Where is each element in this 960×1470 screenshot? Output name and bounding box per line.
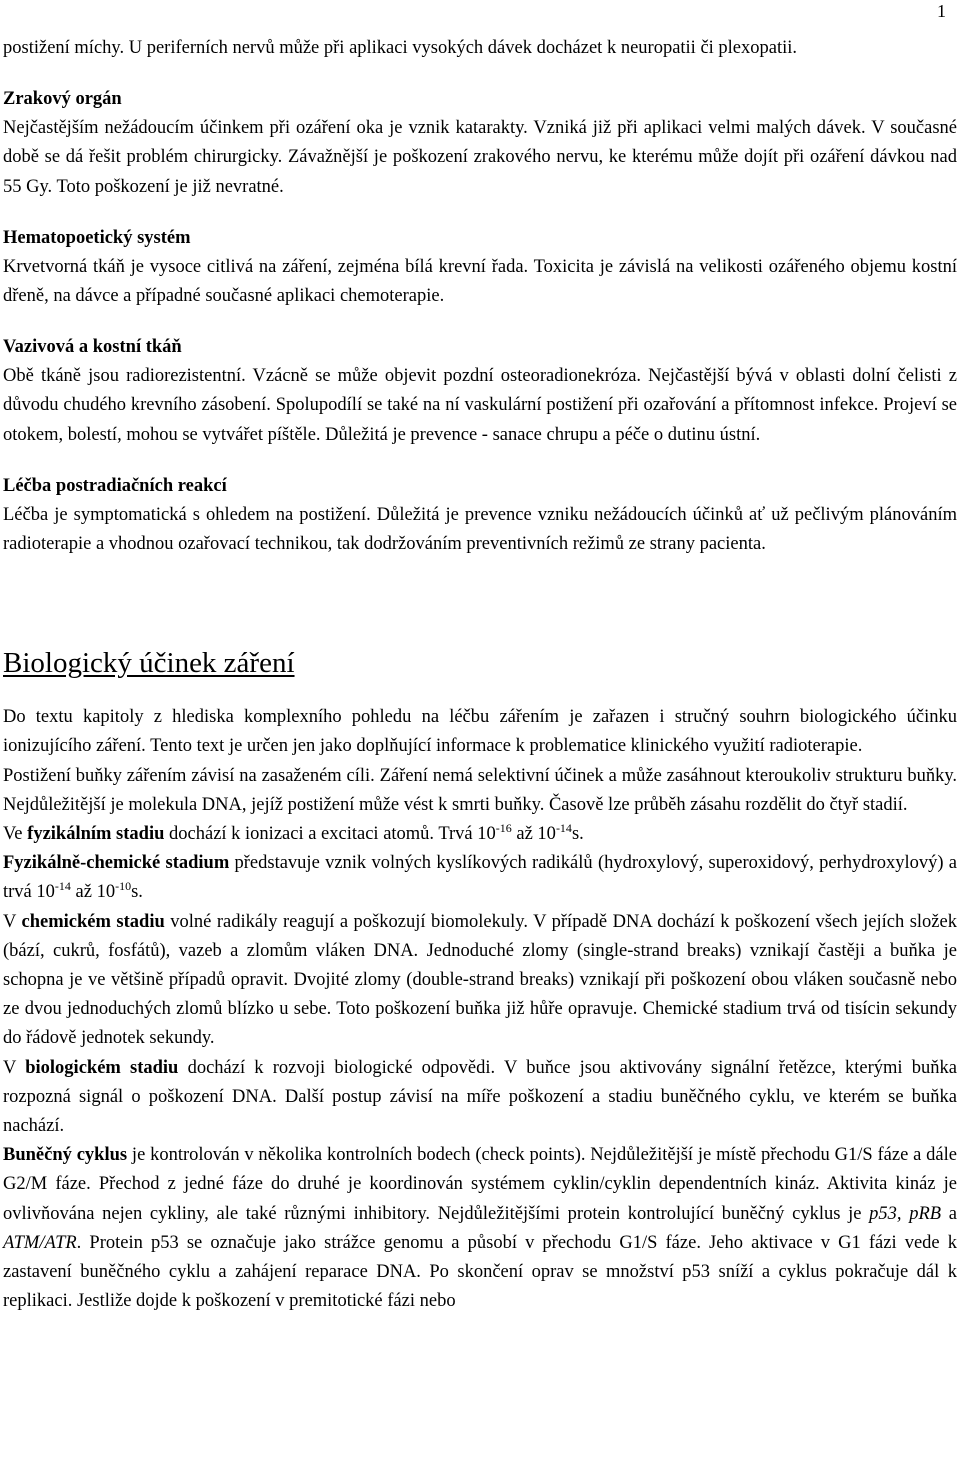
section-text: Nejčastějším nežádoucím účinkem při ozáření oka je vznik katarakty. Vzniká již při aplikaci velmi malých dávek. V současné době se dá řešit problém chirurgicky. Závažnější je poškození zrakového nervu, ke kterému může dojít při ozáření dávkou nad 55 Gy. Toto poškození je již nevratné. [3,118,957,197]
section-text: Léčba je symptomatická s ohledem na postižení. Důležitá je prevence vzniku nežádoucích účinků ať už pečlivým plánováním radioterapie a vhodnou ozařovací technikou, tak dodržováním preventivních režimů ze strany pacienta. [3,504,957,555]
section-vazivova-kostni-tkan [3,333,957,450]
section-heading: Léčba postradiačních reakcí [3,475,227,496]
cell-cycle-paragraph: Buněčný cyklus je kontrolován v několika kontrolních bodech (check points). Nejdůležitější je místě přechodu G1/S fáze a dále G2/M fáze. Přechod z jedné fáze do druhé je koordinován systémem cyklin/cyklin dependentních kináz. Aktivita kináz je ovlivňována nejen cykliny, ale také různými inhibitory. Nejdůležitějšími protein kontrolující buněčný cyklus je p53, pRB a ATM/ATR. Protein p53 se označuje jako strážce genomu a působí v přechodu G1/S fáze. Jeho aktivace v G1 fázi vede k zastavení buněčného cyklu a zahájení reparace DNA. Po skončení oprav se množství p53 sníží a cyklus pokračuje dál k replikaci. Jestliže dojde k poškození v premitotické fázi nebo [3,1145,957,1312]
section-heading: Zrakový orgán [3,89,122,110]
intro-paragraph: postižení míchy. U periferních nervů může při aplikaci vysokých dávek docházet k neuropatii či plexopatii. [3,38,798,58]
section-zrakovy-organ [3,85,957,202]
chemical-stage-term: chemickém stadiu [21,911,165,932]
cell-cycle-term: Buněčný cyklus [3,1145,128,1166]
chapter-title: Biologický účinek záření [3,647,295,680]
section-text: Obě tkáně jsou radiorezistentní. Vzácně se může objevit pozdní osteoradionekróza. Nejčastější bývá v oblasti dolní čelisti z důvodu chudého krevního zásobení. Spolupodílí se také na ní vaskulární postižení při ozařování a přítomnost infekce. Projeví se otokem, bolestí, mohou se vytvářet píštěle. Důležitá je prevence - sanace chrupu a péče o dutinu ústní. [3,366,957,445]
section-text: Krvetvorná tkáň je vysoce citlivá na záření, zejména bílá krevní řada. Toxicita je závislá na velikosti ozářeného objemu kostní dřeně, na dávce a případné současné aplikaci chemoterapie. [3,256,957,307]
physical-stage-paragraph: Ve fyzikálním stadiu dochází k ionizaci a excitaci atomů. Trvá $10^{-16}$ až $10^{-14}s$. [3,821,584,845]
document-body [3,34,957,1317]
cell-damage-paragraph: Postižení buňky zářením závisí na zasaženém cíli. Záření nemá selektivní účinek a může zasáhnout kteroukoliv strukturu buňky. Nejdůležitější je molekula DNA, jejíž postižení může vést k smrti buňky. Časově lze průběh zásahu rozdělit do čtyř stadií. [3,765,957,815]
section-heading: Vazivová a kostní tkáň [3,337,182,358]
physchem-stage-paragraph: Fyzikálně-chemické stadium představuje vznik volných kyslíkových radikálů (hydroxylový, superoxidový, perhydroxylový) a trvá $10^{-14}$ až $10^{-10}s$. [3,853,957,903]
biological-stage-paragraph: V biologickém stadiu dochází k rozvoji biologické odpovědi. V buňce jsou aktivovány signální řetězce, kterými buňka rozpozná signál o poškození DNA. Další postup závisí na míře poškození a stadiu buněčného cyklu, ve kterém se buňka nachází. [3,1057,957,1137]
section-lecba-postradiacnich-reakci [3,472,957,559]
section-heading: Hematopoetický systém [3,227,191,248]
chapter-intro-paragraph: Do textu kapitoly z hlediska komplexního pohledu na léčbu zářením je zařazen i stručný souhrn biologického účinku ionizujícího záření. Tento text je určen jen jako doplňující informace k problematice klinického využití radioterapie. [3,707,957,757]
physchem-stage-term: Fyzikálně-chemické stadium [3,853,230,874]
biological-stage-term: biologickém stadiu [25,1057,179,1078]
chemical-stage-paragraph: V chemickém stadiu volné radikály reagují a poškozují biomolekuly. V případě DNA dochází k poškození všech jejích složek (bází, cukrů, fosfátů), vazeb a zlomům vláken DNA. Jednoduché zlomy (single-strand breaks) vznikají častěji a buňka je schopna je ve většině případů opravit. Dvojité zlomy (double-strand breaks) vznikají při poškození obou vláken současně nebo ze dvou jednoduchých zlomů blízko u sebe. Toto poškození buňka již hůře opravuje. Chemické stadium trvá od tisícin sekundy do řádově jednotek sekundy. [3,911,957,1049]
physical-stage-term: fyzikálním stadiu [27,824,165,845]
section-hematopoeticky-system [3,224,957,311]
page-number: 1 [937,1,946,21]
